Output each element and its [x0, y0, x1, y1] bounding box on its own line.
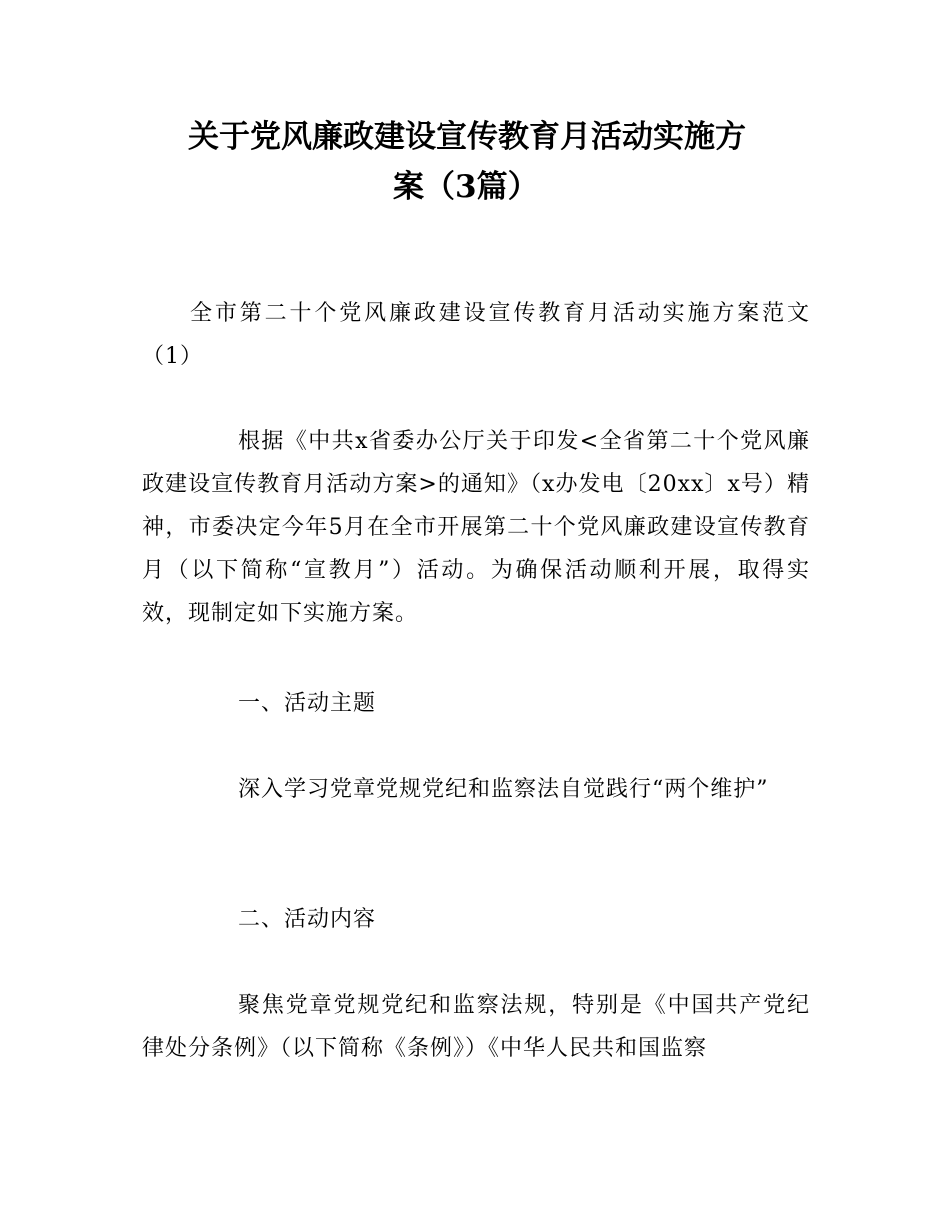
section-heading-content: 二、活动内容: [238, 907, 377, 932]
section-heading-theme: 一、活动主题: [238, 691, 377, 716]
theme-paragraph: 深入学习党章党规党纪和监察法自觉践行“两个维护”: [238, 777, 769, 802]
content-paragraph: 聚焦党章党规党纪和监察法规，特别是《中国共产党纪律处分条例》（以下简称《条例》）《中华人民共和国监察: [142, 993, 810, 1061]
document-subtitle: 全市第二十个党风廉政建设宣传教育月活动实施方案范文（1）: [142, 301, 810, 369]
intro-paragraph: 根据《中共x省委办公厅关于印发<全省第二十个党风廉政建设宣传教育月活动方案>的通知》（x办发电〔20xx〕x号）精神，市委决定今年5月在全市开展第二十个党风廉政建设宣传教育月（以下简称“宣教月”）活动。为确保活动顺利开展，取得实效，现制定如下实施方案。: [142, 429, 810, 626]
title-line-2: 案（3篇）: [393, 169, 539, 205]
title-line-1: 关于党风廉政建设宣传教育月活动实施方: [188, 119, 746, 155]
document-title: [140, 112, 820, 212]
